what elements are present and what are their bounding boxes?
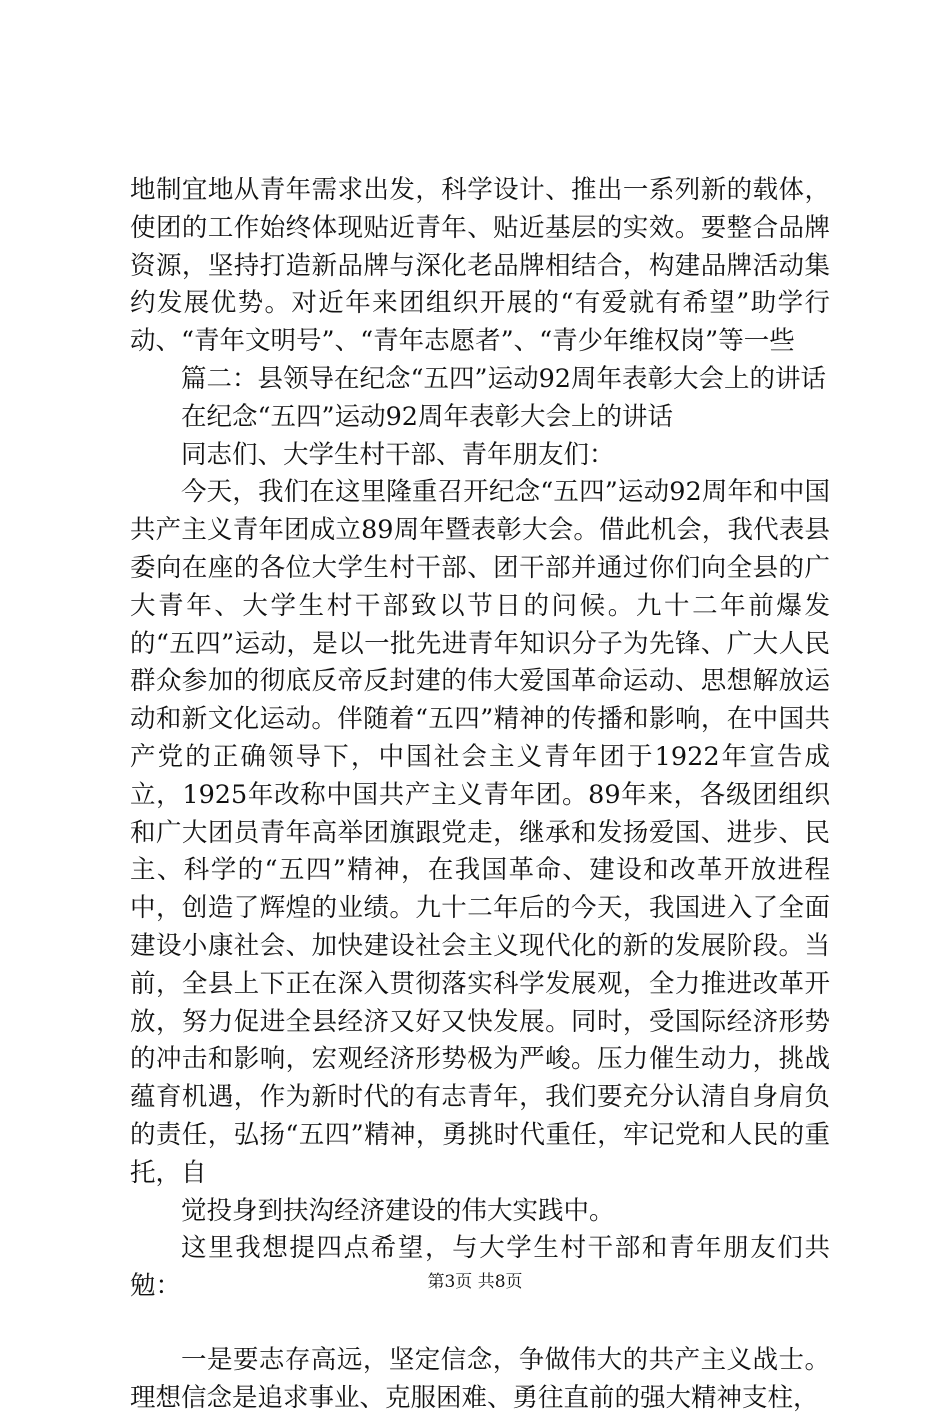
page-number-footer: 第3页 共8页 <box>427 1272 523 1292</box>
salutation: 同志们、大学生村干部、青年朋友们： <box>181 439 615 470</box>
paragraph-gap <box>130 1306 830 1342</box>
section-heading: 篇二：县领导在纪念“五四”运动92周年表彰大会上的讲话 <box>181 363 827 394</box>
speech-title: 在纪念“五四”运动92周年表彰大会上的讲话 <box>181 401 674 432</box>
paragraph-opening: 今天，我们在这里隆重召开纪念“五四”运动92周年和中国共产主义青年团成立89周年暨表彰大会。借此机会，我代表县委向在座的各位大学生村干部、团干部并通过你们向全县的广大青年、大学生村干部致以节日的问候。九十二年前爆发的“五四”运动，是以一批先进青年知识分子为先锋、广大人民群众参加的彻底反帝反封建的伟大爱国革命运动、思想解放运动和新文化运动。伴随着“五四”精神的传播和影响，在中国共产党的正确领导下，中国社会主义青年团于1922年宣告成立，1925年改称中国共产主义青年团。89年来，各级团组织和广大团员青年高举团旗跟党走，继承和发扬爱国、进步、民主、科学的“五四”精神，在我国革命、建设和改革开放进程中，创造了辉煌的业绩。九十二年后的今天，我国进入了全面建设小康社会、加快建设社会主义现代化的新的发展阶段。当前，全县上下正在深入贯彻落实科学发展观，全力推进改革开放，努力促进全县经济又好又快发展。同时，受国际经济形势的冲击和影响，宏观经济形势极为严峻。压力催生动力，挑战蕴育机遇，作为新时代的有志青年，我们要充分认清自身肩负的责任，弘扬“五四”精神，勇挑时代重任，牢记党和人民的重托，自 <box>130 477 830 1188</box>
paragraph-first-hope: 一是要志存高远，坚定信念，争做伟大的共产主义战士。理想信念是追求事业、克服困难、勇往直前的强大精神支柱， <box>130 1344 830 1413</box>
document-body <box>130 172 830 1418</box>
paragraph-hopes-intro: 这里我想提四点希望，与大学生村干部和青年朋友们共勉： <box>130 1233 830 1302</box>
paragraph-line: 觉投身到扶沟经济建设的伟大实践中。 <box>181 1195 615 1226</box>
paragraph-continuation: 地制宜地从青年需求出发，科学设计、推出一系列新的载体，使团的工作始终体现贴近青年、贴近基层的实效。要整合品牌资源，坚持打造新品牌与深化老品牌相结合，构建品牌活动集约发展优势。对近年来团组织开展的“有爱就有希望”助学行动、“青年文明号”、“青年志愿者”、“青少年维权岗”等一些 <box>130 175 830 357</box>
